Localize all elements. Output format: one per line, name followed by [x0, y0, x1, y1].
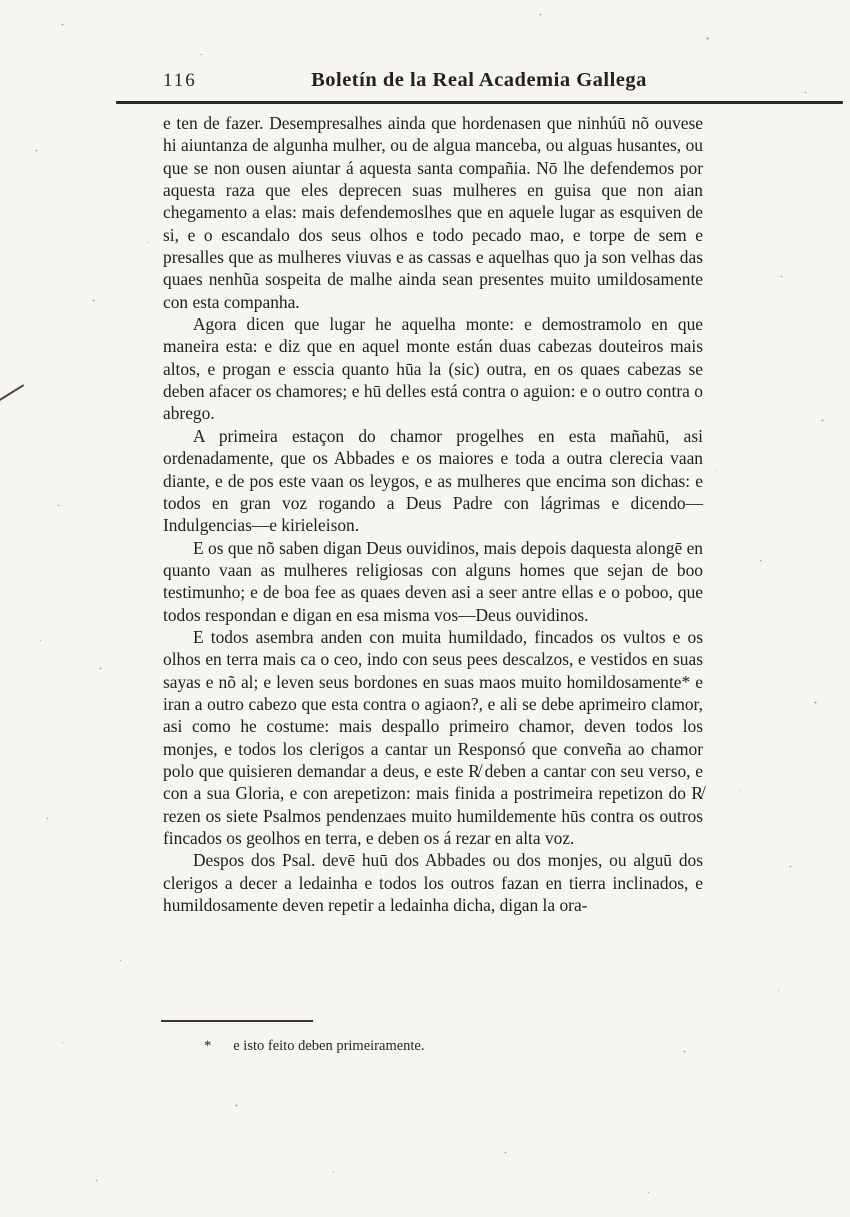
page-number: 116 [163, 70, 197, 91]
paragraph: A primeira estaçon do chamor progelhes en esta mañahū, asi ordenadamente, que os Abbades e os maiores e toda a outra clerecia vaan diante, e de pos este vaan os leygos, e as mulheres que encima son dichas: e todos en gran voz rogando a Deus Padre con lágrimas e dicendo—Indulgencias—e kirieleison. [163, 425, 703, 536]
paragraph: Despos dos Psal. devē huū dos Abbades ou dos monjes, ou alguū dos clerigos a decer a ledainha e todos los outros fazan en tierra inclinados, e humildosamente deven repetir a ledainha dicha, digan la ora- [163, 850, 703, 916]
footnote-marker: * [204, 1038, 212, 1054]
paragraph: E os que nõ saben digan Deus ouvidinos, mais depois daquesta alongē en quanto vaan as mulheres religiosas con alguns homes que sejan de boo testimunho; e de boa fee as quaes deven asi a seer antre ellas e o poboo, que todos respondan e digan en esa misma vos—Deus ouvidinos. [163, 537, 703, 625]
page-body-text [163, 112, 703, 916]
paragraph-continuation: e ten de fazer. Desempresalhes ainda que hordenasen que ninhúū nõ ouvese hi aiuntanza de algunha mulher, ou de algua manceba, ou alguas husantes, ou que se non ousen aiuntar á aquesta santa compañia. Nō lhe defendemos por aquesta raza que eles deprecen suas mulheres en guisa que non aian chegamento a elas: mais defendemoslhes que en aquele lugar as esquiven de si, e o escandalo dos seus olhos e todo pecado mao, e torpe de sem e presalles que as mulheres viuvas e as cassas e aquelhas quo ja son velhas das quaes nenhũa sospeita de malhe ainda sean presentes muito umildosamente con esta companha. [163, 113, 703, 312]
paragraph: E todos asembra anden con muita humildado, fincados os vultos e os olhos en terra mais ca o ceo, indo con seus pees descalzos, e vestidos en suas sayas e nõ al; e leven seus bordones en suas maos muito homildosamente* e iran a outro cabezo que esta contra o agiaon?, e ali se debe aprimeiro clamor, asi como he costume: mais despallo primeiro chamor, deven todos los monjes, e todos los clerigos a cantar un Responsó que conveña ao chamor polo que quisieren demandar a deus, e este R̸ deben a cantar con seu verso, e con a sua Gloria, e con arepetizon: mais finida a postrimeira repetizon do R̸ rezen os siete Psalmos pendenzaes muito humildemente hūs contra os outros fincados os geolhos en terra, e deben os á rezar en alta voz. [163, 626, 703, 848]
header-rule [116, 101, 843, 104]
footnote-separator-rule [161, 1020, 313, 1022]
journal-title: Boletín de la Real Academia Gallega [311, 69, 647, 91]
scan-artifact-mark [0, 384, 24, 402]
scan-noise-speckle [0, 0, 1, 1]
footnote-text: e isto feito deben primeiramente. [233, 1038, 425, 1054]
page-header [163, 69, 703, 92]
paragraph: Agora dicen que lugar he aquelha monte: e demostramolo en que maneira esta: e diz que en aquel monte están duas cabezas douteiros mais altos, e progan e esscia quanto hūa la (sic) outra, en os quaes cabezas se deben afacer os chamores; e hū delles está contra o aguion: e o outro contra o abrego. [163, 314, 703, 424]
footnote [204, 1038, 425, 1055]
